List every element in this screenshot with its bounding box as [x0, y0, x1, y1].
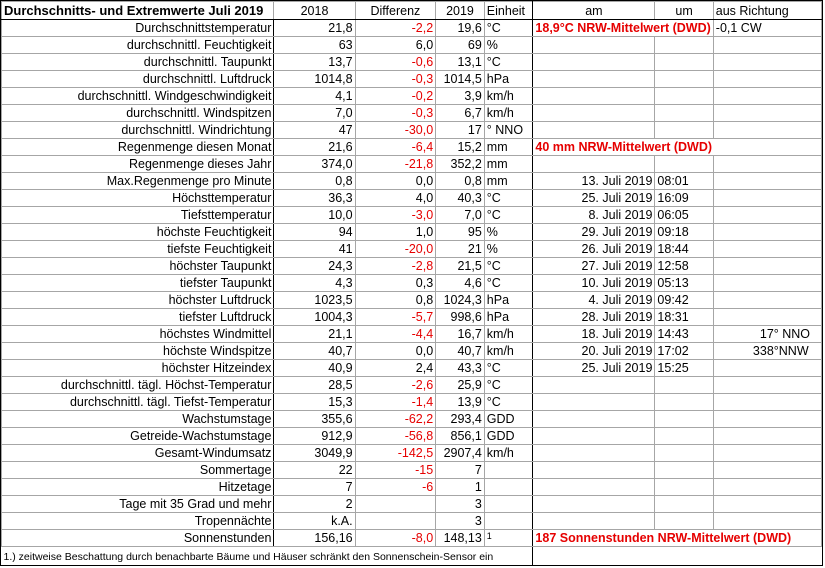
date-am: 28. Juli 2019: [533, 309, 655, 326]
value-diff: -2,2: [355, 20, 436, 37]
footnote: 1.) zeitweise Beschattung durch benachbarte Bäume und Häuser schränkt den Sonnenschein-Sensor ein: [2, 547, 533, 567]
footnote-marker: 1: [486, 531, 492, 541]
table-row: [2, 292, 822, 309]
table-title: Durchschnitts- und Extremwerte Juli 2019: [2, 2, 274, 20]
value-diff: -4,4: [355, 326, 436, 343]
unit: °C: [484, 54, 533, 71]
reference-note: 187 Sonnenstunden NRW-Mittelwert (DWD): [533, 530, 822, 547]
row-label: Höchsttemperatur: [2, 190, 274, 207]
value-2019: 0,8: [436, 173, 485, 190]
row-label: Wachstumstage: [2, 411, 274, 428]
direction: [713, 37, 821, 54]
date-am: 25. Juli 2019: [533, 360, 655, 377]
header-row: [2, 2, 822, 20]
direction-degrees: 17: [759, 327, 774, 341]
unit: [484, 513, 533, 530]
reference-note: 18,9°C NRW-Mittelwert (DWD): [533, 20, 713, 37]
direction: [713, 360, 821, 377]
table-row: [2, 275, 822, 292]
unit: [484, 479, 533, 496]
value-2019: 293,4: [436, 411, 485, 428]
value-2018: 912,9: [274, 428, 355, 445]
direction: [713, 343, 821, 360]
date-am: 29. Juli 2019: [533, 224, 655, 241]
row-label: tiefster Luftdruck: [2, 309, 274, 326]
value-2018: 40,7: [274, 343, 355, 360]
value-2018: 47: [274, 122, 355, 139]
time-um: 14:43: [655, 326, 713, 343]
time-um: [655, 156, 713, 173]
date-am: [533, 462, 655, 479]
value-2019: 25,9: [436, 377, 485, 394]
table-row: [2, 411, 822, 428]
value-2019: 16,7: [436, 326, 485, 343]
value-2019: 1: [436, 479, 485, 496]
row-label: tiefste Feuchtigkeit: [2, 241, 274, 258]
table-row: [2, 71, 822, 88]
weather-table: [1, 1, 822, 566]
date-am: [533, 71, 655, 88]
value-diff: -0,6: [355, 54, 436, 71]
value-2019: 17: [436, 122, 485, 139]
row-label: durchschnittl. Luftdruck: [2, 71, 274, 88]
table-row: [2, 394, 822, 411]
row-label: höchster Taupunkt: [2, 258, 274, 275]
time-um: [655, 445, 713, 462]
value-2018: 36,3: [274, 190, 355, 207]
time-um: 09:18: [655, 224, 713, 241]
row-label: Hitzetage: [2, 479, 274, 496]
value-2018: 4,3: [274, 275, 355, 292]
row-label: Tage mit 35 Grad und mehr: [2, 496, 274, 513]
row-label: durchschnittl. Feuchtigkeit: [2, 37, 274, 54]
direction: [713, 54, 821, 71]
value-diff: -62,2: [355, 411, 436, 428]
value-diff: -0,3: [355, 71, 436, 88]
direction: [713, 309, 821, 326]
value-2018: 15,3: [274, 394, 355, 411]
time-um: [655, 54, 713, 71]
value-2018: 4,1: [274, 88, 355, 105]
unit: km/h: [484, 88, 533, 105]
time-um: [655, 496, 713, 513]
direction: [713, 326, 821, 343]
table-row: [2, 241, 822, 258]
row-label: Tropennächte: [2, 513, 274, 530]
direction: [713, 377, 821, 394]
table-row: [2, 360, 822, 377]
unit: km/h: [484, 343, 533, 360]
value-diff: -0,2: [355, 88, 436, 105]
table-row: [2, 190, 822, 207]
date-am: [533, 37, 655, 54]
value-2019: 998,6: [436, 309, 485, 326]
time-um: [655, 377, 713, 394]
time-um: 08:01: [655, 173, 713, 190]
unit: GDD: [484, 428, 533, 445]
row-label: Sonnenstunden: [2, 530, 274, 547]
time-um: [655, 513, 713, 530]
value-diff: -56,8: [355, 428, 436, 445]
value-2019: 3,9: [436, 88, 485, 105]
value-2018: 22: [274, 462, 355, 479]
time-um: [655, 411, 713, 428]
value-2018: 0,8: [274, 173, 355, 190]
unit: hPa: [484, 71, 533, 88]
row-label: höchste Feuchtigkeit: [2, 224, 274, 241]
direction: [713, 88, 821, 105]
value-2019: 7: [436, 462, 485, 479]
value-2018: 40,9: [274, 360, 355, 377]
unit: °C: [484, 275, 533, 292]
table-row: [2, 377, 822, 394]
row-label: Regenmenge dieses Jahr: [2, 156, 274, 173]
unit: [484, 496, 533, 513]
date-am: 13. Juli 2019: [533, 173, 655, 190]
header-direction: aus Richtung: [713, 2, 821, 20]
value-diff: -2,8: [355, 258, 436, 275]
row-label: Sommertage: [2, 462, 274, 479]
row-label: höchste Windspitze: [2, 343, 274, 360]
row-label: durchschnittl. tägl. Höchst-Temperatur: [2, 377, 274, 394]
table-row: [2, 428, 822, 445]
date-am: [533, 513, 655, 530]
table-row: [2, 122, 822, 139]
value-diff: -6: [355, 479, 436, 496]
value-diff: -1,4: [355, 394, 436, 411]
unit: ° NNO: [484, 122, 533, 139]
header-am: am: [533, 2, 655, 20]
table-row: [2, 88, 822, 105]
direction: [713, 479, 821, 496]
direction-degrees: 338: [752, 344, 774, 358]
table-row: [2, 343, 822, 360]
row-label: Durchschnittstemperatur: [2, 20, 274, 37]
value-diff: -2,6: [355, 377, 436, 394]
table-row: [2, 530, 822, 547]
value-2018: 355,6: [274, 411, 355, 428]
value-diff: -5,7: [355, 309, 436, 326]
value-diff: -6,4: [355, 139, 436, 156]
value-diff: 6,0: [355, 37, 436, 54]
header-2019: 2019: [436, 2, 485, 20]
value-diff: -3,0: [355, 207, 436, 224]
row-label: Getreide-Wachstumstage: [2, 428, 274, 445]
value-2018: 94: [274, 224, 355, 241]
direction: [713, 105, 821, 122]
value-diff: -21,8: [355, 156, 436, 173]
value-diff: 0,3: [355, 275, 436, 292]
direction: [713, 190, 821, 207]
row-label: höchstes Windmittel: [2, 326, 274, 343]
table-row: [2, 326, 822, 343]
value-diff: [355, 496, 436, 513]
unit: [484, 462, 533, 479]
value-2019: 95: [436, 224, 485, 241]
date-am: [533, 54, 655, 71]
date-am: [533, 411, 655, 428]
direction: [713, 292, 821, 309]
unit: hPa: [484, 292, 533, 309]
direction: [713, 411, 821, 428]
row-label: höchster Hitzeindex: [2, 360, 274, 377]
table-row: [2, 105, 822, 122]
time-um: 06:05: [655, 207, 713, 224]
time-um: [655, 88, 713, 105]
value-2018: 21,8: [274, 20, 355, 37]
value-2019: 19,6: [436, 20, 485, 37]
unit: km/h: [484, 445, 533, 462]
direction: [713, 462, 821, 479]
value-2019: 3: [436, 496, 485, 513]
value-diff: 4,0: [355, 190, 436, 207]
table-row: [2, 224, 822, 241]
value-2018: 24,3: [274, 258, 355, 275]
footnote-row: [2, 547, 822, 567]
date-am: [533, 479, 655, 496]
value-2018: 3049,9: [274, 445, 355, 462]
time-um: [655, 462, 713, 479]
value-2018: 63: [274, 37, 355, 54]
value-2018: 1004,3: [274, 309, 355, 326]
value-2019: 148,13: [436, 530, 485, 547]
unit: %: [484, 37, 533, 54]
direction: [713, 275, 821, 292]
direction: [713, 224, 821, 241]
value-2018: 156,16: [274, 530, 355, 547]
value-2018: 10,0: [274, 207, 355, 224]
value-diff: -8,0: [355, 530, 436, 547]
table-row: [2, 479, 822, 496]
table-row: [2, 462, 822, 479]
unit: km/h: [484, 105, 533, 122]
date-am: 4. Juli 2019: [533, 292, 655, 309]
value-diff: -0,3: [355, 105, 436, 122]
table-row: [2, 207, 822, 224]
unit: °C: [484, 258, 533, 275]
value-2019: 69: [436, 37, 485, 54]
table-row: [2, 20, 822, 37]
table-row: [2, 496, 822, 513]
unit: mm: [484, 139, 533, 156]
value-2018: 1023,5: [274, 292, 355, 309]
header-diff: Differenz: [355, 2, 436, 20]
value-diff: 0,0: [355, 173, 436, 190]
date-am: [533, 156, 655, 173]
value-2018: 2: [274, 496, 355, 513]
direction: [713, 241, 821, 258]
row-label: tiefster Taupunkt: [2, 275, 274, 292]
row-label: Gesamt-Windumsatz: [2, 445, 274, 462]
value-2019: 40,7: [436, 343, 485, 360]
direction: [713, 173, 821, 190]
direction: -0,1 CW: [713, 20, 821, 37]
date-am: [533, 394, 655, 411]
unit: °C: [484, 377, 533, 394]
unit: %: [484, 241, 533, 258]
date-am: 27. Juli 2019: [533, 258, 655, 275]
date-am: 10. Juli 2019: [533, 275, 655, 292]
direction: [713, 513, 821, 530]
value-2019: 1014,5: [436, 71, 485, 88]
date-am: 20. Juli 2019: [533, 343, 655, 360]
value-diff: 0,0: [355, 343, 436, 360]
row-label: Tiefsttemperatur: [2, 207, 274, 224]
time-um: 15:25: [655, 360, 713, 377]
value-2018: k.A.: [274, 513, 355, 530]
date-am: 26. Juli 2019: [533, 241, 655, 258]
value-2019: 21: [436, 241, 485, 258]
date-am: [533, 377, 655, 394]
value-2018: 21,6: [274, 139, 355, 156]
time-um: 18:31: [655, 309, 713, 326]
unit: °C: [484, 190, 533, 207]
time-um: 05:13: [655, 275, 713, 292]
date-am: 25. Juli 2019: [533, 190, 655, 207]
time-um: [655, 105, 713, 122]
header-unit: Einheit: [484, 2, 533, 20]
value-2018: 1014,8: [274, 71, 355, 88]
time-um: 17:02: [655, 343, 713, 360]
direction: [713, 496, 821, 513]
time-um: [655, 428, 713, 445]
unit: °C: [484, 360, 533, 377]
table-row: [2, 513, 822, 530]
date-am: 8. Juli 2019: [533, 207, 655, 224]
time-um: 12:58: [655, 258, 713, 275]
direction: [713, 445, 821, 462]
value-2018: 13,7: [274, 54, 355, 71]
row-label: durchschnittl. Windspitzen: [2, 105, 274, 122]
date-am: [533, 88, 655, 105]
row-label: Max.Regenmenge pro Minute: [2, 173, 274, 190]
unit: mm: [484, 156, 533, 173]
value-diff: [355, 513, 436, 530]
unit: km/h: [484, 326, 533, 343]
direction: [713, 428, 821, 445]
value-2019: 40,3: [436, 190, 485, 207]
row-label: Regenmenge diesen Monat: [2, 139, 274, 156]
value-2019: 4,6: [436, 275, 485, 292]
value-2018: 41: [274, 241, 355, 258]
row-label: durchschnittl. Taupunkt: [2, 54, 274, 71]
table-row: [2, 309, 822, 326]
unit: °C: [484, 207, 533, 224]
direction: [713, 122, 821, 139]
unit: °C: [484, 394, 533, 411]
value-diff: 1,0: [355, 224, 436, 241]
value-2018: 7: [274, 479, 355, 496]
date-am: [533, 122, 655, 139]
direction: [713, 394, 821, 411]
date-am: [533, 496, 655, 513]
time-um: [655, 394, 713, 411]
direction: [713, 71, 821, 88]
time-um: 18:44: [655, 241, 713, 258]
value-2019: 3: [436, 513, 485, 530]
value-2018: 7,0: [274, 105, 355, 122]
table-row: [2, 37, 822, 54]
time-um: 09:42: [655, 292, 713, 309]
unit: mm: [484, 173, 533, 190]
direction-name: °NNW: [773, 344, 809, 358]
unit: hPa: [484, 309, 533, 326]
value-2019: 856,1: [436, 428, 485, 445]
value-2019: 2907,4: [436, 445, 485, 462]
value-2019: 6,7: [436, 105, 485, 122]
row-label: durchschnittl. tägl. Tiefst-Temperatur: [2, 394, 274, 411]
table-row: [2, 173, 822, 190]
time-um: [655, 37, 713, 54]
header-um: um: [655, 2, 713, 20]
value-diff: -30,0: [355, 122, 436, 139]
value-2019: 1024,3: [436, 292, 485, 309]
date-am: 18. Juli 2019: [533, 326, 655, 343]
reference-note: 40 mm NRW-Mittelwert (DWD): [533, 139, 822, 156]
value-2019: 7,0: [436, 207, 485, 224]
unit: [484, 530, 533, 547]
value-2018: 28,5: [274, 377, 355, 394]
value-diff: -15: [355, 462, 436, 479]
direction: [713, 207, 821, 224]
value-2018: 21,1: [274, 326, 355, 343]
time-um: [655, 71, 713, 88]
value-2019: 13,9: [436, 394, 485, 411]
direction: [713, 258, 821, 275]
date-am: [533, 428, 655, 445]
time-um: [655, 122, 713, 139]
value-2019: 15,2: [436, 139, 485, 156]
date-am: [533, 445, 655, 462]
value-2019: 21,5: [436, 258, 485, 275]
table-row: [2, 156, 822, 173]
table-row: [2, 54, 822, 71]
table-row: [2, 139, 822, 156]
time-um: [655, 479, 713, 496]
value-2018: 374,0: [274, 156, 355, 173]
value-diff: 0,8: [355, 292, 436, 309]
date-am: [533, 105, 655, 122]
value-diff: 2,4: [355, 360, 436, 377]
direction-name: ° NNO: [773, 327, 811, 341]
row-label: durchschnittl. Windgeschwindigkeit: [2, 88, 274, 105]
header-2018: 2018: [274, 2, 355, 20]
table-row: [2, 445, 822, 462]
time-um: 16:09: [655, 190, 713, 207]
value-2019: 352,2: [436, 156, 485, 173]
unit: °C: [484, 20, 533, 37]
value-2019: 13,1: [436, 54, 485, 71]
unit: GDD: [484, 411, 533, 428]
row-label: durchschnittl. Windrichtung: [2, 122, 274, 139]
unit: %: [484, 224, 533, 241]
value-diff: -142,5: [355, 445, 436, 462]
row-label: höchster Luftdruck: [2, 292, 274, 309]
direction: [713, 156, 821, 173]
value-diff: -20,0: [355, 241, 436, 258]
table-row: [2, 258, 822, 275]
value-2019: 43,3: [436, 360, 485, 377]
